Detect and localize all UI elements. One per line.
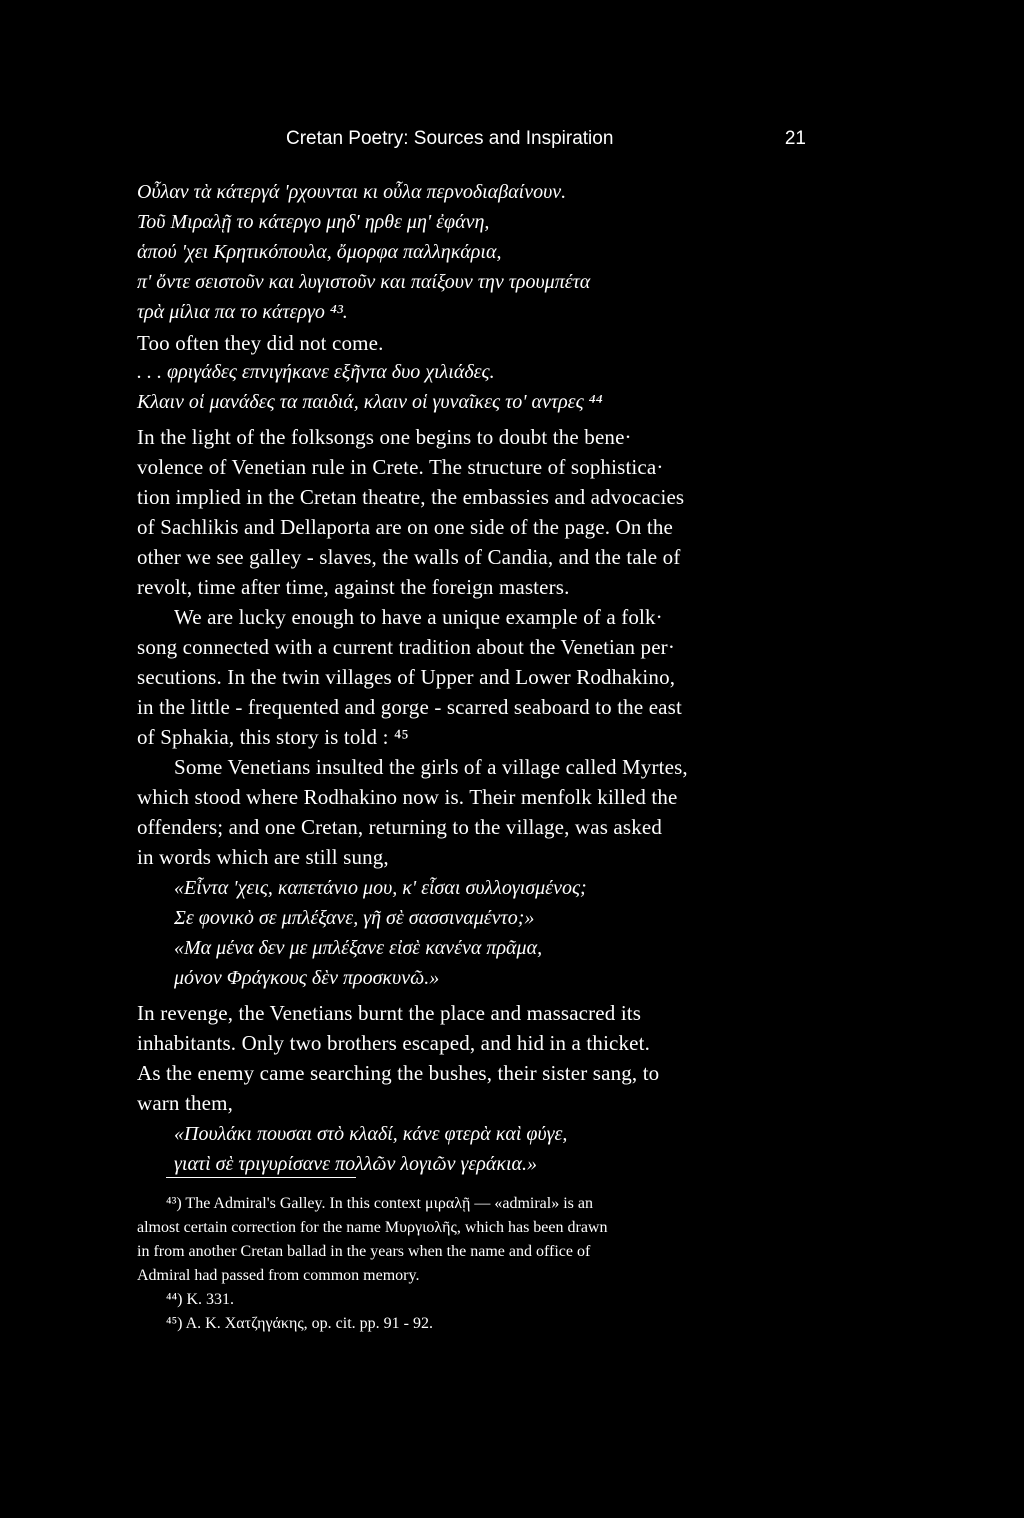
text-line: We are lucky enough to have a unique example of a folk· [174, 605, 663, 629]
text-line: secutions. In the twin villages of Upper and Lower Rodhakino, [137, 665, 676, 689]
footnote-line: almost certain correction for the name Μυργιολῆς, which has been drawn [137, 1219, 608, 1236]
footnote-line: ⁴⁴) K. 331. [166, 1291, 235, 1308]
text-line: As the enemy came searching the bushes, their sister sang, to [137, 1061, 660, 1085]
verse-line: ἁπού 'χει Κρητικόπουλα, ὄμορφα παλληκάρια, [137, 241, 502, 263]
footnote-separator [166, 1177, 356, 1178]
text-line: inhabitants. Only two brothers escaped, and hid in a thicket. [137, 1031, 651, 1055]
verse-line: τρὰ μίλια πα το κάτεργο ⁴³. [137, 301, 348, 323]
text-line: warn them, [137, 1091, 233, 1115]
footnote-line: ⁴⁵) A. K. Χατζηγάκης, op. cit. pp. 91 - 92. [166, 1315, 433, 1332]
verse-line: «Μα μένα δεν με μπλέξανε εἰσὲ κανένα πρᾶμα, [174, 937, 543, 959]
verse-line: Τοῦ Μιραλῇ το κάτεργο μηδ' ηρθε μη' ἐφάνη, [137, 211, 490, 233]
text-line: of Sachlikis and Dellaporta are on one side of the page. On the [137, 515, 674, 539]
text-line: In the light of the folksongs one begins to doubt the bene· [137, 425, 632, 449]
text-line: Some Venetians insulted the girls of a village called Myrtes, [174, 755, 688, 779]
text-line: in words which are still sung, [137, 845, 389, 869]
footnote-line: Admiral had passed from common memory. [137, 1267, 420, 1284]
text-line: in the little - frequented and gorge - scarred seaboard to the east [137, 695, 682, 719]
verse-line: . . . φριγάδες επνιγήκανε εξῆντα δυο χιλιάδες. [137, 361, 495, 383]
verse-line: Κλαιν οἱ μανάδες τα παιδιά, κλαιν οἱ γυναῖκες το' αντρες ⁴⁴ [137, 391, 603, 413]
text-line: tion implied in the Cretan theatre, the embassies and advocacies [137, 485, 685, 509]
text-line: which stood where Rodhakino now is. Their menfolk killed the [137, 785, 678, 809]
text-line: Too often they did not come. [137, 331, 384, 355]
page-number: 21 [784, 128, 806, 149]
text-line: of Sphakia, this story is told : ⁴⁵ [137, 725, 409, 749]
verse-line: Σε φονικὸ σε μπλέξανε, γῆ σὲ σασσιναμέντο;» [174, 907, 535, 929]
footnote-line: in from another Cretan ballad in the years when the name and office of [137, 1243, 591, 1260]
running-title: Cretan Poetry: Sources and Inspiration [286, 128, 614, 149]
text-line: In revenge, the Venetians burnt the place and massacred its [137, 1001, 642, 1025]
footnote-line: ⁴³) The Admiral's Galley. In this context μιραλῇ — «admiral» is an [166, 1195, 593, 1212]
text-line: volence of Venetian rule in Crete. The structure of sophistica· [137, 455, 664, 479]
verse-line: «Πουλάκι πουσαι στὸ κλαδί, κάνε φτερὰ καὶ φύγε, [174, 1123, 568, 1145]
text-line: offenders; and one Cretan, returning to the village, was asked [137, 815, 662, 839]
verse-line: μόνον Φράγκους δὲν προσκυνῶ.» [174, 967, 440, 989]
verse-line: Οὖλαν τὰ κάτεργά 'ρχουνται κι οὖλα περνοδιαβαίνουν. [137, 181, 567, 203]
verse-line: «Εἶντα 'χεις, καπετάνιο μου, κ' εἶσαι συλλογισμένος; [174, 877, 587, 899]
verse-line: π' ὄντε σειστοῦν και λυγιστοῦν και παίξουν την τρουμπέτα [137, 271, 591, 293]
text-line: revolt, time after time, against the foreign masters. [137, 575, 570, 599]
text-line: song connected with a current tradition about the Venetian per· [137, 635, 675, 659]
text-line: other we see galley - slaves, the walls of Candia, and the tale of [137, 545, 681, 569]
verse-line: γιατὶ σὲ τριγυρίσανε πολλῶν λογιῶν γεράκια.» [174, 1153, 537, 1175]
running-header [286, 128, 806, 150]
